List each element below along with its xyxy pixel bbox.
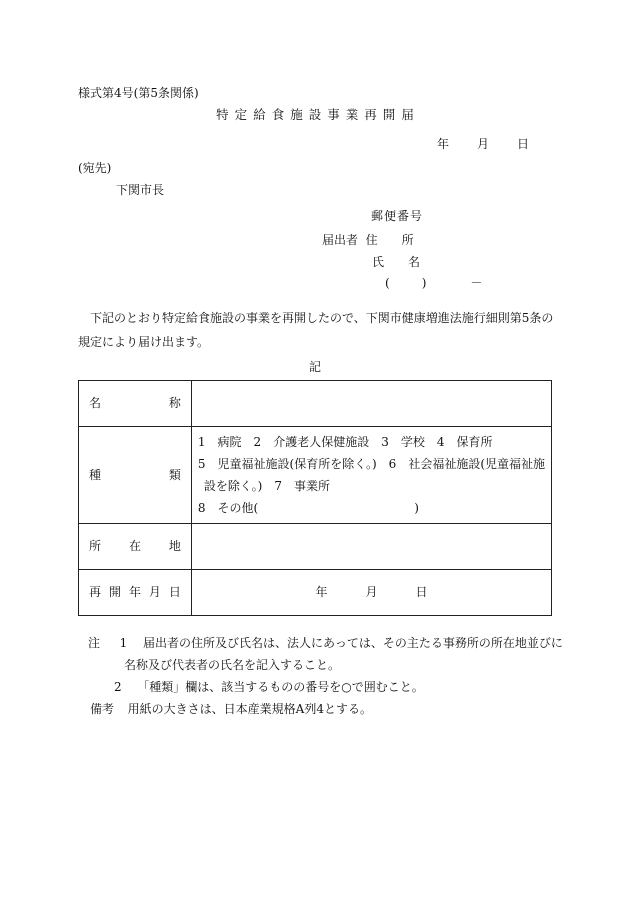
name-header bbox=[79, 381, 192, 427]
address-label: 住 所 bbox=[365, 233, 414, 247]
table-row-name bbox=[79, 381, 552, 427]
addressee-label: (宛先) bbox=[78, 161, 112, 175]
type-option-line: 設を除く。) 7 事業所 bbox=[203, 479, 330, 493]
name-value-cell[interactable] bbox=[191, 381, 551, 427]
name-label: 氏 名 bbox=[372, 255, 421, 269]
date-year-label: 年 bbox=[437, 137, 450, 151]
date-day-label: 日 bbox=[517, 137, 530, 151]
title-char: 事 bbox=[327, 107, 340, 122]
note-2-number: 2 bbox=[114, 680, 122, 694]
location-header-char: 在 bbox=[128, 539, 141, 554]
note-2-text: 「種類」欄は、該当するものの番号を○で囲むこと。 bbox=[137, 680, 424, 694]
note-1 bbox=[88, 632, 563, 654]
document-title bbox=[0, 107, 630, 122]
phone-dash: － bbox=[470, 276, 483, 290]
phone-row bbox=[385, 276, 482, 290]
note-1-line-2: 名称及び代表者の氏名を記入すること。 bbox=[124, 658, 341, 672]
applicant-address-row bbox=[322, 233, 414, 247]
phone-open-paren: ( bbox=[385, 276, 390, 290]
type-option-line: 5 児童福祉施設(保育所を除く。) 6 社会福祉施設(児童福祉施 bbox=[197, 457, 545, 471]
reopen-day-label: 日 bbox=[415, 585, 428, 600]
note-1-number: 1 bbox=[119, 636, 128, 650]
title-char: 業 bbox=[345, 107, 359, 122]
type-option-line: 1 病院 2 介護老人保健施設 3 学校 4 保育所 bbox=[197, 435, 493, 449]
submission-date bbox=[437, 137, 529, 151]
reopen-date-header bbox=[79, 570, 192, 616]
mayor-label: 下関市長 bbox=[116, 183, 165, 197]
note-label: 注 bbox=[88, 636, 101, 650]
table-row-reopen-date bbox=[79, 570, 552, 616]
location-header bbox=[79, 524, 192, 570]
type-header-char: 種 bbox=[89, 467, 102, 482]
type-options-cell[interactable] bbox=[191, 427, 551, 524]
reopen-header-char: 月 bbox=[148, 585, 161, 600]
table-row-location bbox=[79, 524, 552, 570]
notes-block bbox=[88, 632, 563, 720]
remarks-text: 用紙の大きさは、日本産業規格A列4とする。 bbox=[127, 702, 372, 716]
title-char: 施 bbox=[290, 107, 303, 122]
title-char: 給 bbox=[253, 107, 266, 122]
type-header-char: 類 bbox=[168, 467, 181, 482]
reopen-header-char: 再 bbox=[89, 585, 102, 600]
reopen-month-label: 月 bbox=[365, 585, 378, 600]
note-1-line-1: 届出者の住所及び氏名は、法人にあっては、その主たる事務所の所在地並びに bbox=[142, 636, 563, 650]
title-char: 定 bbox=[234, 107, 248, 122]
ki-label: 記 bbox=[308, 360, 321, 374]
phone-close-paren: ) bbox=[421, 276, 427, 290]
note-2 bbox=[88, 676, 563, 698]
reopen-header-char: 開 bbox=[108, 585, 121, 600]
type-option-line: 8 その他( ) bbox=[197, 501, 419, 515]
date-month-label: 月 bbox=[477, 137, 490, 151]
form-number: 様式第4号(第5条関係) bbox=[78, 86, 199, 100]
facility-table bbox=[78, 380, 552, 616]
reopen-header-char: 日 bbox=[168, 585, 181, 600]
reopen-date-cell[interactable] bbox=[191, 570, 551, 616]
title-char: 開 bbox=[382, 107, 396, 122]
remarks-label: 備考 bbox=[90, 702, 115, 716]
location-value-cell[interactable] bbox=[191, 524, 551, 570]
table-row-type bbox=[79, 427, 552, 524]
name-header-char: 称 bbox=[168, 396, 181, 411]
title-char: 再 bbox=[364, 107, 377, 122]
remarks bbox=[90, 698, 563, 720]
name-header-char: 名 bbox=[89, 396, 102, 411]
title-char: 設 bbox=[308, 107, 322, 122]
applicant-label: 届出者 bbox=[322, 233, 359, 247]
location-header-char: 所 bbox=[89, 539, 102, 554]
note-1-continuation bbox=[88, 654, 563, 676]
body-text: 下記のとおり特定給食施設の事業を再開したので、下関市健康増進法施行細則第5条の規定により届け出ます。 bbox=[78, 311, 554, 349]
reopen-header-char: 年 bbox=[128, 585, 141, 600]
location-header-char: 地 bbox=[168, 539, 181, 554]
postal-code-label: 郵便番号 bbox=[371, 209, 424, 223]
title-char: 届 bbox=[401, 107, 414, 122]
reopen-year-label: 年 bbox=[315, 585, 328, 600]
title-char: 食 bbox=[271, 107, 285, 122]
type-header bbox=[79, 427, 192, 524]
title-char: 特 bbox=[216, 107, 229, 122]
